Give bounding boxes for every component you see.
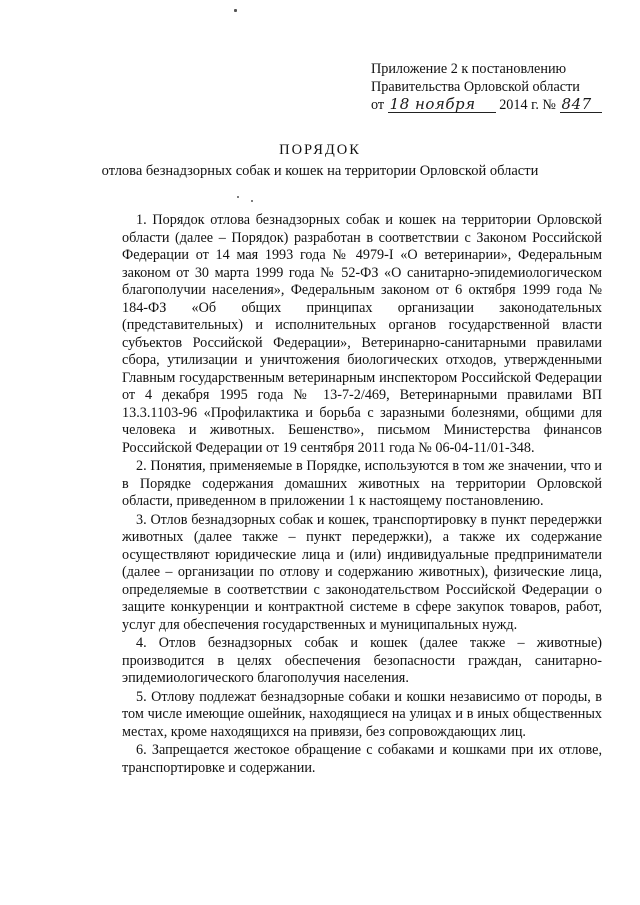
paragraph-6: 6. Запрещается жестокое обращение с собаками и кошками при их отлове, транспортировке и содержании. xyxy=(122,742,602,776)
document-body xyxy=(122,212,602,778)
handwritten-date: 18 ноября xyxy=(388,97,496,113)
paragraph-2: 2. Понятия, применяемые в Порядке, используются в том же значении, что и в Порядке содержания домашних животных на территории Орловской области, приведенном в приложении 1 к настоящему постановлению. xyxy=(122,458,602,509)
appendix-line-2: Правительства Орловской области xyxy=(371,79,580,95)
appendix-date-line xyxy=(371,96,621,114)
document-title: ПОРЯДОК xyxy=(279,142,361,158)
handwritten-number: 847 xyxy=(560,97,602,113)
paragraph-4: 4. Отлов безнадзорных собак и кошек (далее также – животные) производится в целях обеспечения безопасности граждан, санитарно-эпидемиологического благополучия населения. xyxy=(122,635,602,686)
appendix-header xyxy=(371,60,621,114)
document-subtitle: отлова безнадзорных собак и кошек на территории Орловской области xyxy=(101,163,539,179)
paragraph-3: 3. Отлов безнадзорных собак и кошек, транспортировку в пункт передержки животных (далее также – пункт передержки), а также их содержание осуществляют юридические лица и (или) индивидуальные предприниматели (далее – организации по отлову и содержанию животных), физические лица, определяемые в соответствии с законодательством Российской Федерации о защите конкуренции и контрактной системе в сфере закупок товаров, работ, услуг для обеспечения государственных и муниципальных нужд. xyxy=(122,511,602,633)
date-year: 2014 г. № xyxy=(499,97,556,113)
scan-speck xyxy=(237,196,239,198)
scan-speck xyxy=(251,200,253,202)
scan-speck xyxy=(234,9,237,12)
appendix-line-1: Приложение 2 к постановлению xyxy=(371,61,567,77)
date-prefix: от xyxy=(371,97,385,113)
paragraph-5: 5. Отлову подлежат безнадзорные собаки и кошки независимо от породы, в том числе имеющие ошейник, находящиеся на улицах и в иных общественных местах, кроме находящихся на привязи, без сопровождающих лиц. xyxy=(122,688,602,740)
paragraph-1: 1. Порядок отлова безнадзорных собак и кошек на территории Орловской области (далее – Порядок) разработан в соответствии с Законом Российской Федерации от 14 мая 1993 года № 4979-I «О ветеринарии», Федеральным законом от 30 марта 1999 года № 52-ФЗ «О санитарно-эпидемиологическом благополучии населения», Федеральным законом от 6 октября 1999 года № 184-ФЗ «Об общих принципах организации законодательных (представительных) и исполнительных органов государственной власти субъектов Российской Федерации», Ветеринарно-санитарными правилами сбора, утилизации и уничтожения биологических отходов, утвержденными Главным государственным ветеринарным инспектором Российской Федерации от 4 декабря 1995 года № 13-7-2/469, Ветеринарными правилами ВП 13.3.1103-96 «Профилактика и борьба с заразными болезнями, общими для человека и животных. Бешенство», письмом Министерства финансов Российской Федерации от 19 сентября 2011 года № 06-04-11/01-348. xyxy=(122,212,602,456)
